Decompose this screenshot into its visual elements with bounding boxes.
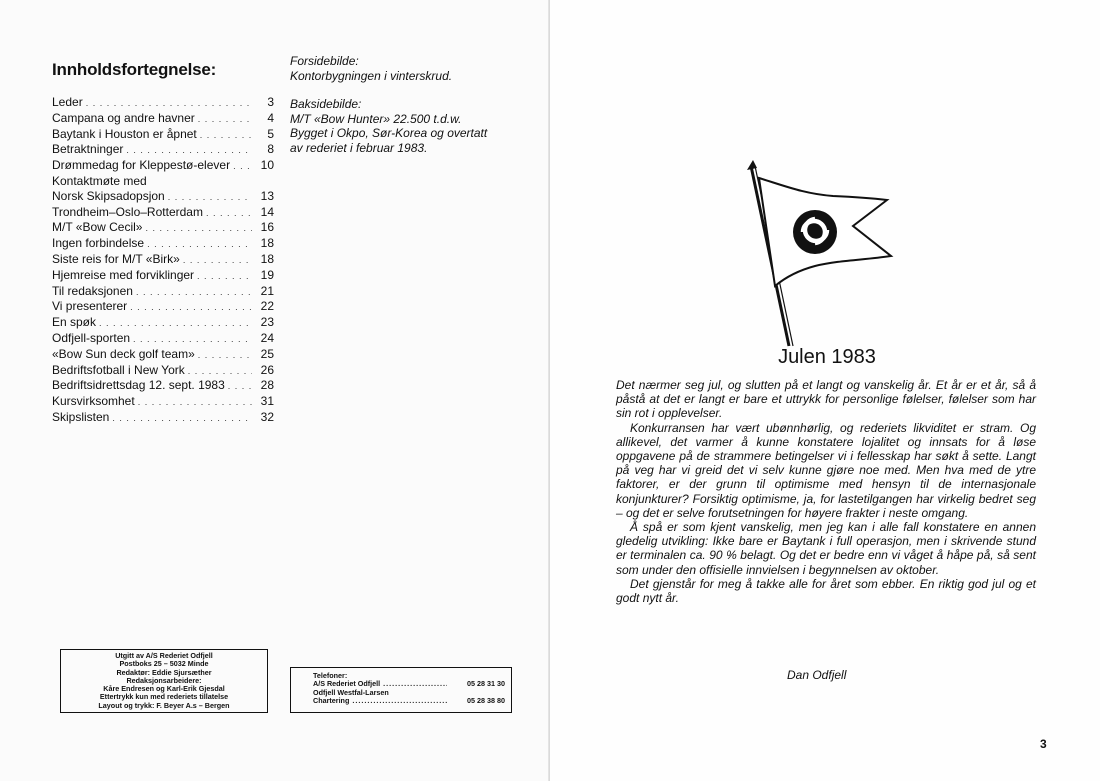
toc-row: [52, 299, 274, 315]
front-cover-text: Kontorbygningen i vinterskrud.: [290, 68, 453, 83]
leader-dots: [96, 316, 252, 331]
toc-row: [52, 95, 274, 111]
leader-dots: [197, 128, 252, 143]
toc-row: [52, 284, 274, 300]
leader-dots: [194, 269, 252, 284]
toc-entry-page: 4: [267, 110, 274, 125]
toc-entry-page: 18: [260, 236, 274, 251]
letter-paragraph: Å spå er som kjent vanskelig, men jeg kan i alle fall konstatere en annen gledelig utvikling: Ikke bare er Baytank i full operasjon, men i skrivende stund er terminalen ca. 90 % belagt. Og det er bedre enn vi våget å håpe på, så sent som under den offisielle innvielsen i begynnelsen av oktober.: [616, 520, 1036, 577]
leader-dots: [195, 112, 252, 127]
toc-row: [52, 252, 274, 268]
toc-entry-title: Drømmedag for Kleppestø-elever: [52, 158, 231, 173]
leader-dots: [135, 395, 252, 410]
toc-entry-page: 25: [260, 346, 274, 361]
leader-dots: [180, 253, 252, 268]
toc-entry-page: 31: [260, 394, 274, 409]
imprint-line: Layout og trykk: F. Beyer A.s – Bergen: [98, 700, 230, 710]
toc-entry-title: Kontaktmøte med: [52, 173, 147, 188]
leader-dots: [127, 300, 252, 315]
toc-entry-page: 23: [260, 315, 274, 330]
imprint-line: Redaktør: Eddie Sjursæther: [116, 667, 212, 677]
back-cover-label: Baksidebilde:: [290, 97, 362, 111]
toc-entry-page: 26: [260, 362, 274, 377]
toc-entry-title: «Bow Sun deck golf team»: [52, 346, 195, 361]
imprint-line: Utgitt av A/S Rederiet Odfjell: [115, 651, 213, 660]
toc-entry-title: Baytank i Houston er åpnet: [52, 126, 197, 141]
letter-paragraph: Konkurransen har vært ubønnhørlig, og rederiets likviditet er stram. Og allikevel, det varmer å kunne konstatere lojalitet og innsats for å løse oppgavene på de strammere betingelser vi i fellesskap har søkt å sette. Langt på veg har vi greid det vi selv kunne gjøre noe med. Men hva med de ytre faktorer, er der grunn til optimisme med hensyn til de internasjonale konjunkturer? Forsiktig optimisme, ja, for lastetilgangen har virkelig bedret seg – og det er selve forutsetningen for høyere frakter i neste omgang.: [616, 420, 1036, 520]
leader-dots: [185, 364, 252, 379]
toc-row: [52, 158, 274, 174]
leader-dots: [195, 348, 252, 363]
toc-row: [52, 174, 274, 189]
toc-row: [52, 268, 274, 284]
toc-entry-title: Betraktninger: [52, 142, 124, 157]
leader-dots: [83, 96, 252, 111]
telephone-number: 05 28 38 80: [467, 696, 505, 706]
telephone-box: [290, 667, 512, 713]
toc-row: [52, 394, 274, 410]
leader-dots: [142, 221, 252, 236]
table-of-contents: [52, 95, 274, 426]
leader-dots: [109, 411, 252, 426]
toc-row: [52, 347, 274, 363]
toc-entry-page: 24: [260, 330, 274, 345]
back-cover-line: M/T «Bow Hunter» 22.500 t.d.w.: [290, 111, 462, 126]
letter-paragraph: Det nærmer seg jul, og slutten på et langt og vanskelig år. Et år er et år, så å påstå at det er langt er bare et uttrykk for personlige følelser, følelser som har sin rot i opplevelser.: [616, 378, 1036, 421]
toc-row: [52, 363, 274, 379]
toc-entry-page: 21: [260, 283, 274, 298]
toc-entry-title: Norsk Skipsadopsjon: [52, 188, 165, 203]
toc-entry-title: Campana og andre havner: [52, 110, 195, 125]
toc-row: [52, 127, 274, 143]
toc-entry-title: M/T «Bow Cecil»: [52, 220, 143, 235]
toc-row: [52, 220, 274, 236]
toc-entry-page: 16: [260, 220, 274, 235]
toc-row: [52, 111, 274, 127]
letter-paragraph: Det gjenstår for meg å takke alle for året som ebber. En riktig god jul og et godt nytt år.: [616, 576, 1036, 606]
back-cover-line: Bygget i Okpo, Sør-Korea og overtatt: [290, 126, 488, 140]
imprint-line: Kåre Endresen og Karl-Erik Gjesdal: [103, 684, 225, 694]
telephone-label: Telefoner:: [313, 671, 348, 680]
toc-entry-page: 28: [260, 378, 274, 393]
toc-entry-page: 18: [260, 251, 274, 266]
toc-entry-title: Til redaksjonen: [52, 283, 133, 298]
toc-entry-page: 5: [267, 126, 274, 141]
toc-entry-title: Kursvirksomhet: [52, 394, 135, 409]
toc-row: [52, 236, 274, 252]
leader-dots: [230, 159, 252, 174]
toc-entry-page: 19: [260, 267, 274, 282]
leader-dots: [123, 143, 252, 158]
toc-entry-title: Ingen forbindelse: [52, 236, 145, 251]
toc-entry-page: 22: [260, 299, 274, 314]
toc-entry-page: 14: [260, 204, 274, 219]
back-cover-line: av rederiet i februar 1983.: [290, 140, 428, 155]
toc-entry-title: Odfjell-sporten: [52, 330, 131, 345]
telephone-name: A/S Rederiet Odfjell: [313, 679, 381, 689]
telephone-row: [313, 697, 505, 705]
toc-entry-page: 10: [260, 158, 274, 173]
leader-dots: [225, 379, 252, 394]
toc-row: [52, 378, 274, 394]
cover-notes: [290, 54, 530, 155]
toc-row: [52, 331, 274, 347]
telephone-name: Odfjell Westfal-Larsen: [313, 687, 389, 697]
leader-dots: [144, 237, 252, 252]
imprint-line: Ettertrykk kun med rederiets tillatelse: [99, 692, 229, 702]
telephone-number: 05 28 31 30: [467, 679, 505, 689]
toc-entry-title: Trondheim–Oslo–Rotterdam: [52, 204, 203, 219]
toc-entry-page: 8: [267, 142, 274, 157]
toc-row: [52, 142, 274, 158]
toc-entry-page: 13: [260, 188, 274, 203]
toc-row: [52, 205, 274, 221]
toc-title: Innholdsfortegnelse:: [52, 60, 217, 79]
toc-row: [52, 315, 274, 331]
toc-entry-title: Skipslisten: [52, 409, 110, 424]
toc-entry-title: Leder: [52, 95, 83, 109]
imprint-line: Postboks 25 – 5032 Minde: [119, 659, 209, 669]
page-number: 3: [1040, 737, 1047, 751]
letter-signature: Dan Odfjell: [787, 668, 847, 682]
toc-entry-page: 32: [260, 409, 274, 424]
toc-row: [52, 410, 274, 426]
telephone-name: Chartering: [313, 696, 350, 706]
christmas-letter: [616, 378, 1036, 605]
leader-dots: [380, 680, 447, 688]
leader-dots: [133, 285, 252, 300]
toc-entry-title: En spøk: [52, 315, 97, 330]
toc-entry-title: Hjemreise med forviklinger: [52, 267, 195, 282]
imprint-line: Redaksjonsarbeidere:: [126, 675, 202, 685]
toc-entry-page: 3: [267, 95, 274, 109]
toc-entry-title: Siste reis for M/T «Birk»: [52, 251, 180, 266]
letter-title: Julen 1983: [778, 346, 876, 368]
toc-entry-title: Bedriftsfotball i New York: [52, 362, 185, 377]
toc-row: [52, 189, 274, 205]
odfjell-house-flag-icon: [745, 160, 895, 350]
leader-dots: [203, 206, 252, 221]
leader-dots: [349, 697, 447, 705]
toc-entry-title: Vi presenterer: [52, 299, 128, 314]
leader-dots: [165, 190, 252, 205]
front-cover-label: Forsidebilde:: [290, 54, 359, 68]
imprint-box: [60, 649, 268, 713]
toc-entry-title: Bedriftsidrettsdag 12. sept. 1983: [52, 378, 225, 393]
leader-dots: [130, 332, 252, 347]
